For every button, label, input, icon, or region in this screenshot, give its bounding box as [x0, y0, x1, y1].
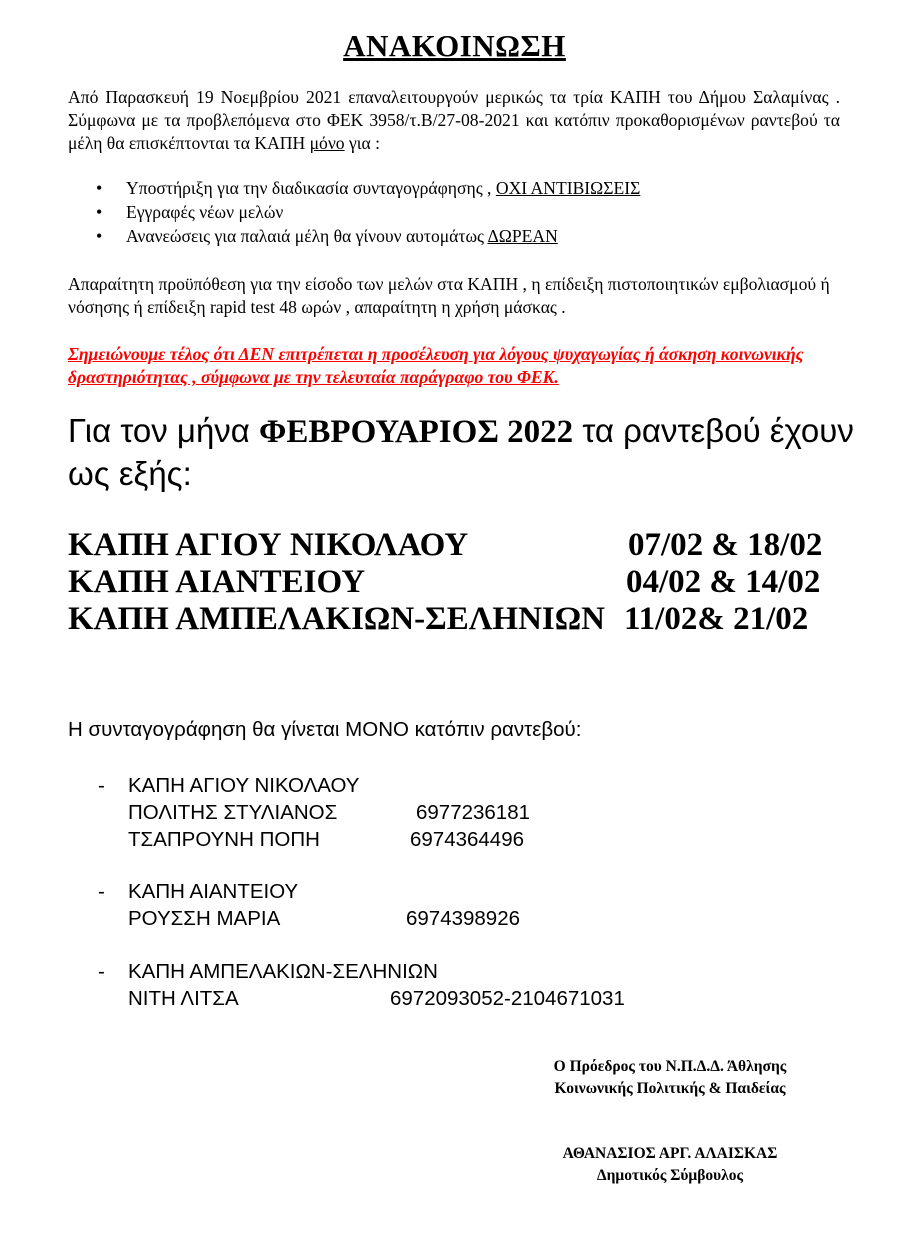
- contact-person: ΝΙΤΗ ΛΙΤΣΑ: [128, 987, 239, 1010]
- contact-person: ΤΣΑΠΡΟΥΝΗ ΠΟΠΗ: [128, 828, 320, 851]
- intro-paragraph: [68, 86, 840, 155]
- contact-kapi-name: ΚΑΠΗ ΑΙΑΝΤΕΙΟΥ: [128, 880, 299, 903]
- contact-phone: 6974398926: [406, 907, 521, 930]
- signature-role: [530, 1056, 810, 1100]
- contact-person: ΠΟΛΙΤΗΣ ΣΤΥΛΙΑΝΟΣ: [128, 801, 338, 824]
- warning-notice: Σημειώνουμε τέλος ότι ΔΕΝ επιτρέπεται η προσέλευση για λόγους ψυχαγωγίας ή άσκηση κοινωνικής δραστηριότητας , σύμφωνα με την τελευταία παράγραφο του ΦΕΚ.: [68, 344, 804, 387]
- dash-marker: -: [98, 774, 105, 797]
- dash-marker: -: [98, 960, 105, 983]
- signature-role-line: Κοινωνικής Πολιτικής & Παιδείας: [554, 1080, 786, 1097]
- schedule-dates: 07/02 & 18/02: [628, 527, 823, 563]
- list-item-emphasis: ΟΧΙ ΑΝΤΙΒΙΩΣΕΙΣ: [495, 178, 641, 198]
- schedule-dates: 04/02 & 14/02: [626, 564, 821, 600]
- contact-kapi-name: ΚΑΠΗ ΑΜΠΕΛΑΚΙΩΝ-ΣΕΛΗΝΙΩΝ: [128, 960, 438, 983]
- schedule-kapi-name: ΚΑΠΗ ΑΙΑΝΤΕΙΟΥ: [68, 564, 366, 600]
- schedule-kapi-name: ΚΑΠΗ ΑΓΙΟΥ ΝΙΚΟΛΑΟΥ: [68, 527, 469, 563]
- month-heading: [68, 410, 858, 494]
- contact-phone: 6972093052-2104671031: [390, 987, 625, 1010]
- contact-person: ΡΟΥΣΣΗ ΜΑΡΙΑ: [128, 907, 281, 930]
- month-prefix: Για τον μήνα: [68, 412, 260, 449]
- schedule-kapi-name: ΚΑΠΗ ΑΜΠΕΛΑΚΙΩΝ-ΣΕΛΗΝΙΩΝ: [68, 601, 606, 637]
- month-suffix: τα ραντεβού έχουν ως εξής:: [68, 412, 854, 492]
- contact-phone: 6974364496: [410, 828, 525, 851]
- list-item-text: Εγγραφές νέων μελών: [126, 202, 284, 222]
- dash-marker: -: [98, 880, 105, 903]
- schedule-dates: 11/02& 21/02: [624, 601, 809, 637]
- prescription-note: Η συνταγογράφηση θα γίνεται ΜΟΝΟ κατόπιν ραντεβού:: [68, 718, 582, 741]
- signature-block: [530, 1143, 810, 1187]
- page-title: ΑΝΑΚΟΙΝΩΣΗ: [343, 28, 566, 63]
- intro-tail: για :: [344, 133, 381, 153]
- signature-title: Δημοτικός Σύμβουλος: [596, 1167, 744, 1184]
- contact-phone: 6977236181: [416, 801, 531, 824]
- intro-underlined: μόνο: [309, 133, 345, 153]
- signature-name: ΑΘΑΝΑΣΙΟΣ ΑΡΓ. ΑΛΑΙΣΚΑΣ: [562, 1145, 778, 1162]
- services-list: [68, 176, 640, 248]
- list-item: [68, 224, 640, 248]
- list-item-text: Υποστήριξη για την διαδικασία συνταγογράφησης ,: [126, 178, 496, 198]
- signature-role-line: Ο Πρόεδρος του Ν.Π.Δ.Δ. Άθλησης: [553, 1058, 787, 1075]
- intro-text: Από Παρασκευή 19 Νοεμβρίου 2021 επαναλειτουργούν μερικώς τα τρία ΚΑΠΗ του Δήμου Σαλαμίνας . Σύμφωνα με τα προβλεπόμενα στο ΦΕΚ 3958/τ.Β/27-08-2021 και κατόπιν προκαθορισμένων ραντεβού τα μέλη θα επισκέπτονται τα ΚΑΠΗ: [68, 87, 840, 153]
- requirement-paragraph: Απαραίτητη προϋπόθεση για την είσοδο των μελών στα ΚΑΠΗ , η επίδειξη πιστοποιητικών εμβολιασμού ή νόσησης ή επίδειξη rapid test 48 ωρών , απαραίτητη η χρήση μάσκας .: [68, 274, 830, 317]
- list-item: [68, 200, 640, 224]
- month-name: ΦΕΒΡΟΥΑΡΙΟΣ 2022: [259, 414, 574, 450]
- list-item-emphasis: ΔΩΡΕΑΝ: [487, 226, 558, 246]
- list-item-text: Ανανεώσεις για παλαιά μέλη θα γίνουν αυτομάτως: [126, 226, 488, 246]
- contact-kapi-name: ΚΑΠΗ ΑΓΙΟΥ ΝΙΚΟΛΑΟΥ: [128, 774, 360, 797]
- list-item: [68, 176, 640, 200]
